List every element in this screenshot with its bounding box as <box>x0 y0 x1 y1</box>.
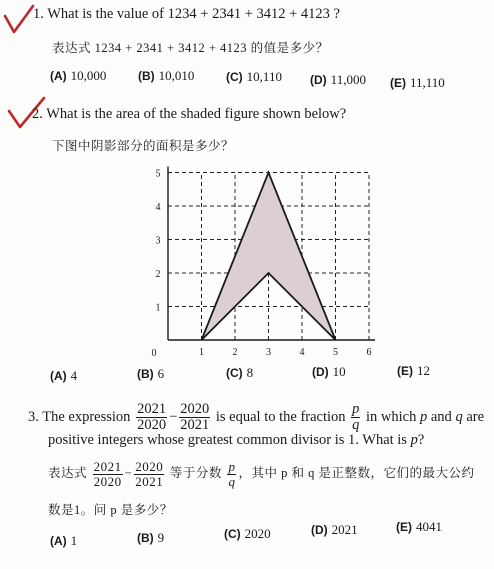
q3-cn-c: ，其中 p 和 q 是正整数，它们的最大公约 <box>238 466 475 481</box>
q2-option-c[interactable] <box>226 365 253 381</box>
q1-number: 1. <box>33 6 44 22</box>
q3-fraction-1-numerator: 2021 <box>137 401 167 417</box>
x-tick-label: 1 <box>199 347 204 358</box>
q3-option-b-value: 9 <box>157 530 165 545</box>
q2-prompt <box>32 106 346 123</box>
origin-label: 0 <box>151 348 157 359</box>
q1-option-c[interactable] <box>226 69 282 85</box>
q3-fraction-pq-denominator: q <box>352 417 360 434</box>
q3-option-c-letter: (C) <box>224 527 241 541</box>
q1-option-a-value: 10,000 <box>70 68 107 83</box>
q3-cn-fraction-1-numerator: 2021 <box>93 459 122 474</box>
q3-text-a: The expression <box>42 409 131 426</box>
q2-option-e-letter: (E) <box>397 364 413 378</box>
q3-option-c-value: 2020 <box>244 526 271 541</box>
q1-option-e-value: 11,110 <box>410 75 445 90</box>
q2-option-a-value: 4 <box>70 368 78 383</box>
q2-text: What is the area of the shaded figure shown below? <box>46 106 347 122</box>
q1-option-c-value: 10,110 <box>246 69 282 84</box>
x-tick-label: 5 <box>333 347 338 358</box>
q1-option-a[interactable] <box>50 68 106 84</box>
y-tick-label: 4 <box>155 202 161 213</box>
q3-fraction-2-numerator: 2020 <box>180 401 210 417</box>
q1-option-d[interactable] <box>310 72 366 88</box>
shaded-figure-diagram <box>140 160 380 360</box>
q3-cn-fraction-2-denominator: 2021 <box>135 473 164 489</box>
q3-option-e-letter: (E) <box>396 520 412 534</box>
q1-option-b-letter: (B) <box>138 69 155 83</box>
q3-option-c[interactable] <box>224 526 271 542</box>
q1-option-b-value: 10,010 <box>158 68 195 83</box>
q2-number: 2. <box>32 106 43 122</box>
q2-option-b-letter: (B) <box>137 367 154 381</box>
y-tick-label: 5 <box>155 168 161 180</box>
q3-line2-end: ? <box>417 432 425 448</box>
q1-option-e[interactable] <box>390 75 445 91</box>
x-tick-label: 2 <box>232 347 238 358</box>
check-mark-icon <box>2 4 36 38</box>
q2-option-a-letter: (A) <box>50 369 67 383</box>
q3-text-b: is equal to the fraction <box>215 409 346 426</box>
q3-cn-fraction-1-denominator: 2020 <box>93 473 122 489</box>
q1-option-b[interactable] <box>138 68 194 84</box>
q3-cn-fraction-1 <box>93 460 123 488</box>
q3-chinese-line1 <box>48 460 474 488</box>
q2-option-d-letter: (D) <box>312 365 329 379</box>
q2-option-c-letter: (C) <box>226 366 243 380</box>
x-tick-label: 6 <box>366 347 372 358</box>
q3-fraction-1 <box>136 402 167 433</box>
q3-prompt-line1 <box>28 402 484 433</box>
q3-fraction-1-denominator: 2020 <box>137 417 167 434</box>
q3-fraction-2-denominator: 2021 <box>180 417 210 434</box>
q1-option-d-letter: (D) <box>310 73 327 87</box>
q1-option-e-letter: (E) <box>390 76 406 90</box>
q2-option-e-value: 12 <box>417 363 430 378</box>
y-tick-label: 1 <box>155 302 161 314</box>
q2-option-c-value: 8 <box>246 365 254 380</box>
q3-cn-a: 表达式 <box>48 466 88 481</box>
y-tick-label: 3 <box>155 235 161 247</box>
q3-option-e[interactable] <box>396 519 442 535</box>
q2-option-d-value: 10 <box>332 364 346 379</box>
q3-option-b[interactable] <box>137 530 164 546</box>
q3-line2: positive integers whose greatest common divisor is 1. What is <box>48 432 407 448</box>
q3-option-a[interactable] <box>50 533 77 549</box>
q2-option-b-value: 6 <box>157 366 165 381</box>
q3-option-d[interactable] <box>311 522 358 538</box>
q1-chinese: 表达式 1234 + 2341 + 3412 + 4123 的值是多少？ <box>52 41 329 55</box>
q3-cn-fraction-pq-denominator: q <box>228 473 236 489</box>
q2-option-b[interactable] <box>137 366 164 382</box>
q2-chinese: 下图中阴影部分的面积是多少？ <box>52 139 235 153</box>
q3-option-d-letter: (D) <box>311 523 328 537</box>
q3-option-e-value: 4041 <box>416 519 442 534</box>
q3-cn-fraction-2-numerator: 2020 <box>135 459 164 474</box>
q3-option-a-value: 1 <box>70 533 78 548</box>
q3-option-a-letter: (A) <box>50 534 67 548</box>
q3-fraction-pq <box>351 402 360 433</box>
q2-option-d[interactable] <box>312 364 346 380</box>
x-tick-label: 4 <box>299 347 305 358</box>
q3-var-q: q <box>455 409 463 426</box>
q3-option-b-letter: (B) <box>137 531 154 545</box>
q3-text-e: are <box>466 409 485 426</box>
shaded-region <box>202 173 336 341</box>
q3-minus: − <box>169 409 178 426</box>
q3-cn-fraction-pq-numerator: p <box>228 459 236 474</box>
q2-option-a[interactable] <box>50 368 77 384</box>
x-tick-label: 3 <box>266 347 271 358</box>
q3-var-p: p <box>420 409 428 426</box>
q1-option-d-value: 11,000 <box>330 72 366 87</box>
q2-option-e[interactable] <box>397 363 430 379</box>
q3-text-c: in which <box>366 409 417 426</box>
q3-fraction-2 <box>179 402 210 433</box>
q3-cn-minus: − <box>124 466 133 481</box>
q1-prompt <box>33 6 340 23</box>
y-tick-label: 2 <box>155 269 161 280</box>
q3-prompt-line2 <box>48 432 424 449</box>
q3-cn-fraction-pq <box>227 460 236 488</box>
q3-cn-fraction-2 <box>134 460 164 488</box>
q3-option-d-value: 2021 <box>331 522 358 537</box>
q3-number: 3. <box>28 409 39 426</box>
q3-fraction-pq-numerator: p <box>352 401 360 417</box>
q3-cn-b: 等于分数 <box>169 466 222 481</box>
q3-chinese-line2: 数是1。问 p 是多少？ <box>48 503 173 517</box>
q3-line2-var-p: p <box>410 432 418 448</box>
q1-option-a-letter: (A) <box>50 69 67 83</box>
q1-text: What is the value of 1234 + 2341 + 3412 + 4123 ? <box>47 6 340 22</box>
q1-option-c-letter: (C) <box>226 70 243 84</box>
q3-text-d: and <box>430 409 452 426</box>
